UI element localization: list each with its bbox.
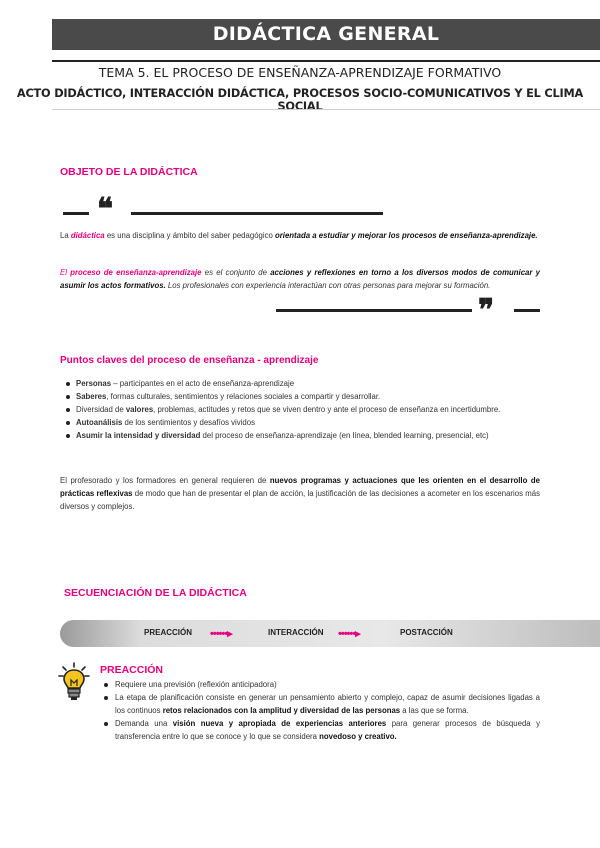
- list-item: Asumir la intensidad y diversidad del proceso de enseñanza-aprendizaje (en línea, blended learning, presencial, etc): [66, 429, 546, 442]
- arrow-icon: ••••••▸: [210, 628, 232, 640]
- key-points-list: [66, 377, 546, 442]
- flow-step-preaccion: PREACCIÓN: [144, 628, 193, 637]
- divider: [52, 109, 600, 110]
- list-item: Personas – participantes en el acto de enseñanza-aprendizaje: [66, 377, 546, 390]
- close-quote-icon: ❞: [478, 293, 495, 328]
- topic-title: TEMA 5. EL PROCESO DE ENSEÑANZA-APRENDIZAJE FORMATIVO: [98, 65, 502, 80]
- definition-didactica: La didáctica es una disciplina y ámbito del saber pedagógico orientada a estudiar y mejorar los procesos de enseñanza-aprendizaje.: [60, 231, 538, 240]
- quote-close-decoration: [276, 293, 540, 328]
- document-title: DIDÁCTICA GENERAL: [52, 19, 600, 50]
- section-heading-secuenciacion: SECUENCIACIÓN DE LA DIDÁCTICA: [64, 587, 247, 599]
- list-item: La etapa de planificación consiste en generar un pensamiento abierto y complejo, capaz de asumir decisiones ligadas a los continuos retos relacionados con la amplitud y diversidad de las personas a las que se forma.: [104, 691, 540, 717]
- section-heading-puntos: Puntos claves del proceso de enseñanza - aprendizaje: [60, 355, 319, 366]
- divider: [52, 60, 600, 62]
- flow-step-interaccion: INTERACCIÓN: [268, 628, 324, 637]
- list-item: Saberes, formas culturales, sentimientos y relaciones sociales a compartir y desarrollar.: [66, 390, 546, 403]
- arrow-icon: ••••••▸: [338, 628, 360, 640]
- closing-paragraph: El profesorado y los formadores en general requieren de nuevos programas y actuaciones que les orienten en el desarrollo de prácticas reflexivas de modo que han de presentar el plan de acción, la justificación de las decisiones a acometer en los escenarios más diversos y complejos.: [60, 476, 540, 511]
- list-item: Autoanálisis de los sentimientos y desafíos vividos: [66, 416, 546, 429]
- topic-subtitle: ACTO DIDÁCTICO, INTERACCIÓN DIDÁCTICA, PROCESOS SOCIO-COMUNICATIVOS Y EL CLIMA SOCIAL: [16, 87, 584, 113]
- list-item: Requiere una previsión (reflexión anticipadora): [104, 678, 540, 691]
- lightbulb-icon: [58, 662, 90, 702]
- preaccion-heading: PREACCIÓN: [100, 664, 164, 676]
- list-item: Diversidad de valores, problemas, actitudes y retos que se viven dentro y ante el proceso de enseñanza en incertidumbre.: [66, 403, 546, 416]
- quote-open-decoration: [63, 192, 403, 227]
- open-quote-icon: ❝: [97, 192, 114, 227]
- flow-step-postaccion: POSTACCIÓN: [400, 628, 453, 637]
- section-heading-objeto: OBJETO DE LA DIDÁCTICA: [60, 166, 198, 178]
- list-item: Demanda una visión nueva y apropiada de experiencias anteriores para generar procesos de búsqueda y transferencia entre lo que se conoce y lo que se considera novedoso y creativo.: [104, 717, 540, 743]
- preaccion-list: [104, 678, 540, 743]
- definition-proceso: El proceso de enseñanza-aprendizaje es el conjunto de acciones y reflexiones en torno a los diversos modos de comunicar y asumir los actos formativos. Los profesionales con experiencia interactúan con otras personas para mejorar su formación.: [60, 268, 540, 290]
- sequence-flow-bar: [60, 620, 600, 647]
